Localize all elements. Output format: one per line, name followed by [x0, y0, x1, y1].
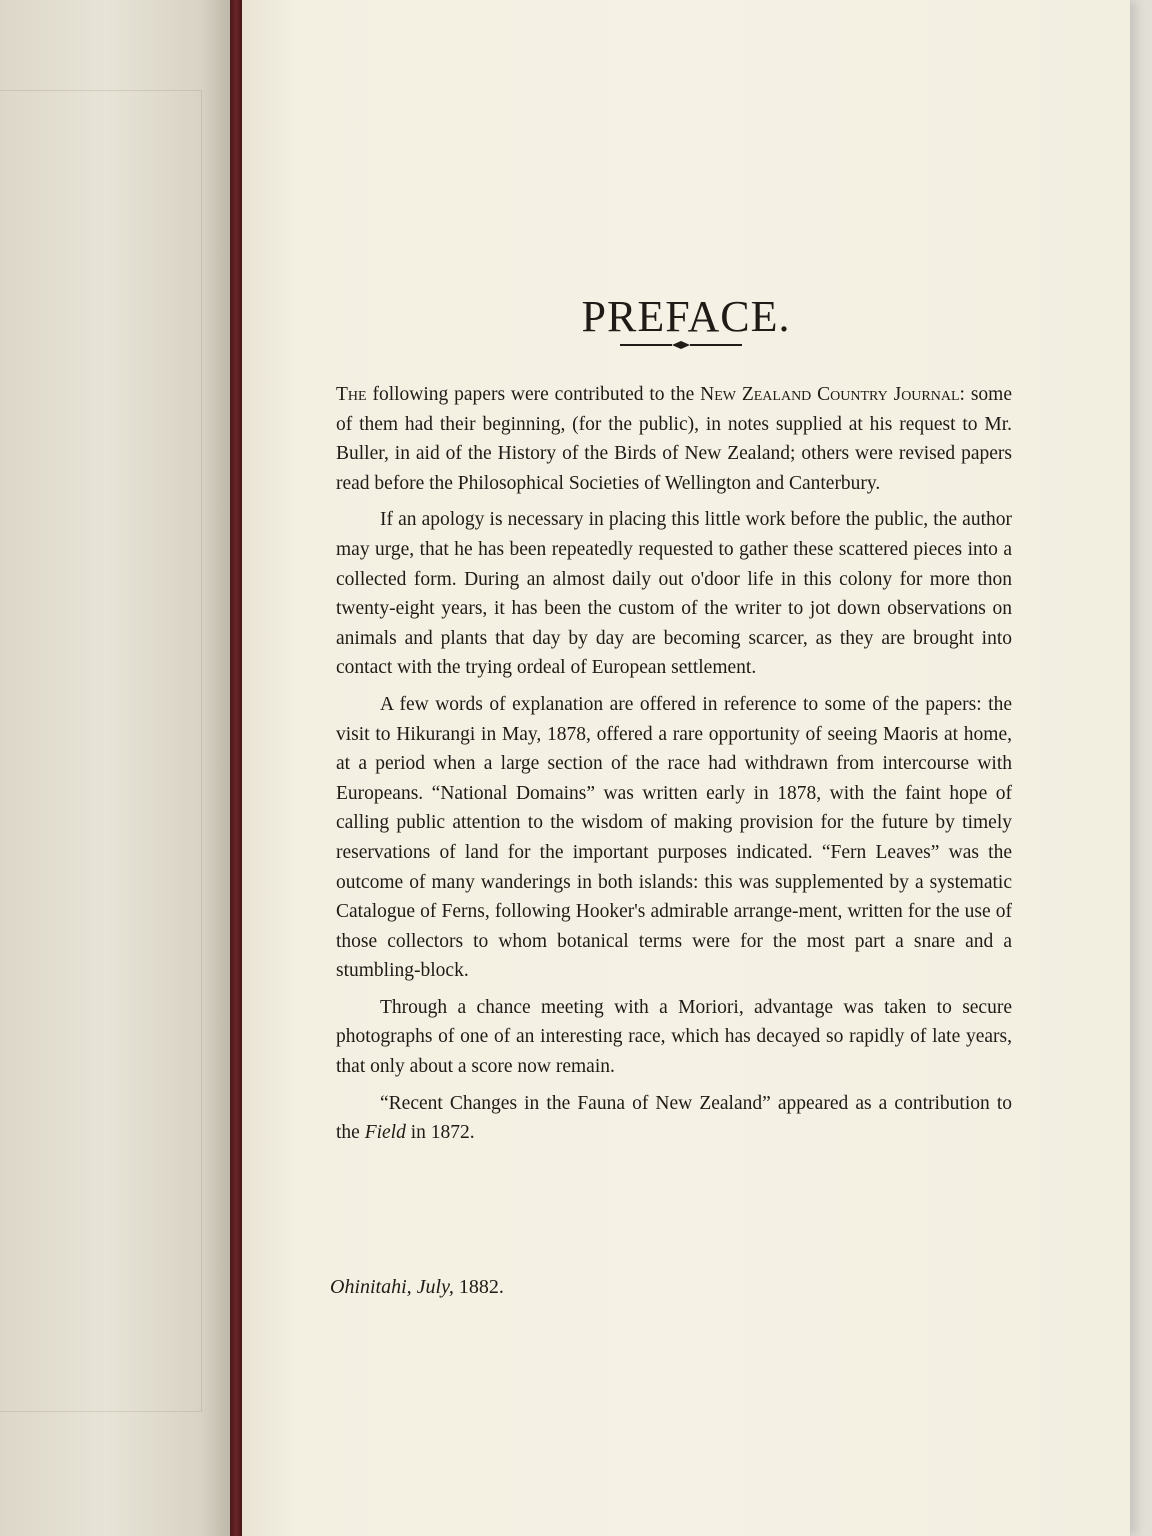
lead-small-caps: The [336, 384, 367, 405]
journal-name: New Zealand Country Journal [700, 384, 960, 405]
right-page [242, 0, 1130, 1536]
paragraph-1-text-b: : some of them had their beginning, (for the public), in notes supplied at his request to Mr. Buller, in aid of the History of the Birds of New Zealand; others were revised papers read before the Philosophical Societies of Wellington and Canterbury. [336, 384, 1012, 494]
preface-body [336, 380, 1012, 1155]
signature-year: 1882. [458, 1276, 504, 1298]
paragraph-3: A few words of explanation are offered in reference to some of the papers: the visit to Hikurangi in May, 1878, offered a rare opportunity of seeing Maoris at home, at a period when a large section of the race had withdrawn from intercourse with Europeans. “National Domains” was written early in 1878, with the faint hope of calling public attention to the wisdom of making provision for the future by timely reservations of land for the important purposes indicated. “Fern Leaves” was the outcome of many wanderings in both islands: this was supplemented by a systematic Catalogue of Ferns, following Hooker's admirable arrange-ment, written for the use of those collectors to whom botanical terms were for the most part a snare and a stumbling-block. [336, 693, 1012, 982]
paragraph-4: Through a chance meeting with a Moriori, advantage was taken to secure photographs of one of an interesting race, which has decayed so rapidly of late years, that only about a score now remain. [336, 996, 1012, 1078]
paragraph-5 [336, 1089, 1012, 1148]
page-title: PREFACE. [581, 292, 791, 342]
paragraph-1 [336, 380, 1012, 498]
left-page [0, 0, 236, 1536]
paragraph-5-text-a: “Recent Changes in the Fauna of New Zealand” appeared as a contribution to the [336, 1092, 1012, 1144]
title-ornament-rule [620, 340, 742, 350]
paragraph-2: If an apology is necessary in placing this little work before the public, the author may urge, that he has been repeatedly requested to gather these scattered pieces into a collected form. During an almost daily out o'door life in this colony for more thon twenty-eight years, it has been the custom of the writer to jot down observations on animals and plants that day by day are becoming scarcer, as they are brought into contact with the trying ordeal of European settlement. [336, 509, 1012, 679]
signature-place: Ohinitahi, July, [330, 1276, 454, 1298]
left-page-border-frame [0, 90, 202, 1412]
field-title-italic: Field [364, 1122, 406, 1144]
paragraph-5-text-b: in 1872. [405, 1122, 475, 1144]
signature-line [330, 1276, 504, 1299]
paragraph-1-text-a: following papers were contributed to the [366, 384, 701, 405]
